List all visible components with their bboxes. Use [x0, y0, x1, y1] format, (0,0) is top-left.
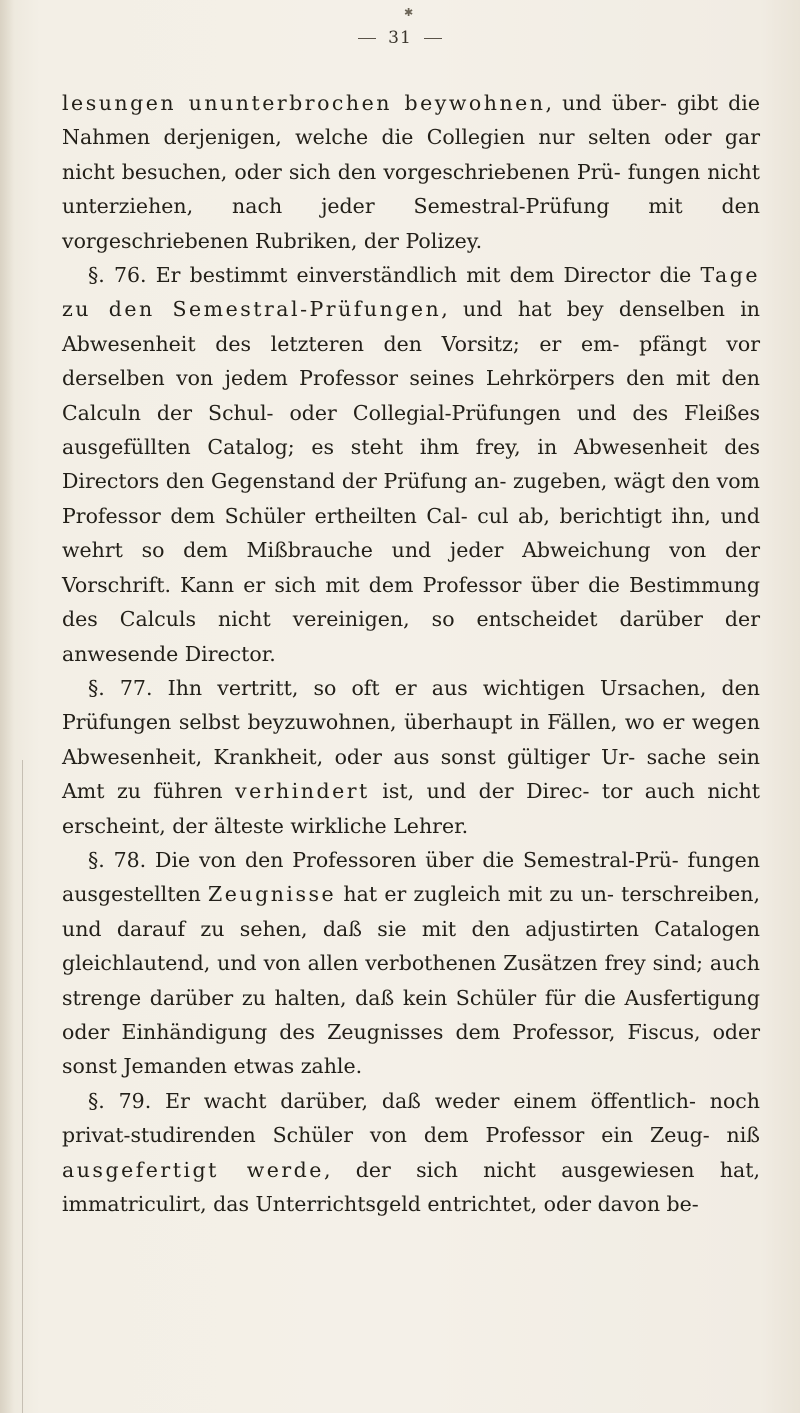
- paragraph-76: [62, 258, 760, 671]
- spaced-emphasis: verhindert: [235, 779, 370, 804]
- binding-shadow: [0, 0, 14, 1413]
- paragraph-78: [62, 843, 760, 1084]
- corner-mark: ✱: [404, 6, 414, 19]
- body-text: [62, 86, 760, 1221]
- text-run: , und hat bey denselben in Abwesenheit des letzteren den Vorsitz; er em- pfängt vor derselben von jedem Professor seines Lehrkörpers den mit den Calculn der Schul- oder Collegial-Prüfungen und des Fleißes ausgefüllten Catalog; es steht ihm frey, in Abwesenheit des Directors den Gegenstand der Prüfung an- zugeben, wägt den vom Professor dem Schüler ertheilten Cal- cul ab, berichtigt ihn, und wehrt so dem Mißbrauche und jeder Abweichung von der Vorschrift. Kann er sich mit dem Professor über die Bestimmung des Calculs nicht vereinigen, so entscheidet darüber der anwesende Director.: [62, 297, 760, 666]
- paragraph-77: [62, 671, 760, 843]
- text-run: , der sich nicht ausgewiesen hat, immatriculirt, das Unterrichtsgeld entrichtet, oder davon be-: [62, 1157, 760, 1216]
- header-dash-left: [358, 38, 376, 39]
- margin-rule: [22, 760, 23, 1413]
- header-dash-right: [424, 38, 442, 39]
- page-header: [0, 28, 800, 48]
- text-run: , und über- gibt die Nahmen derjenigen, welche die Collegien nur selten oder gar nicht besuchen, oder sich den vorgeschriebenen Prü- fungen nicht unterziehen, nach jeder Semestral-Prüfung mit den vorgeschriebenen Rubriken, der Polizey.: [62, 91, 760, 253]
- spaced-emphasis: Zeugnisse: [208, 882, 337, 907]
- text-run: §. 76. Er bestimmt einverständlich mit dem Director die: [88, 263, 701, 288]
- spaced-emphasis: Tage zu den Semestral-Prüfungen: [62, 263, 760, 322]
- text-run: §. 79. Er wacht darüber, daß weder einem öffentlich- noch privat-studirenden Schüler von dem Professor ein Zeug- niß: [62, 1088, 760, 1148]
- text-run: §. 77. Ihn vertritt, so oft er aus wichtigen Ursachen, den Prüfungen selbst beyzuwohnen, überhaupt in Fällen, wo er wegen Abwesenheit, Krankheit, oder aus sonst gültiger Ur- sache sein Amt zu führen: [62, 675, 760, 804]
- spaced-emphasis: lesungen ununterbrochen beywohnen: [62, 91, 546, 115]
- text-run: ist, und der Direc- tor auch nicht erscheint, der älteste wirkliche Lehrer.: [62, 779, 761, 838]
- text-run: §. 78. Die von den Professoren über die Semestral-Prü- fungen ausgestellten: [62, 847, 760, 907]
- paragraph-79: [62, 1084, 760, 1222]
- page-number: 31: [388, 28, 412, 48]
- text-run: hat er zugleich mit zu un- terschreiben, und darauf zu sehen, daß sie mit den adjustirten Catalogen gleichlautend, und von allen verbothenen Zusätzen frey sind; auch strenge darüber zu halten, daß kein Schüler für die Ausfertigung oder Einhändigung des Zeugnisses dem Professor, Fiscus, oder sonst Jemanden etwas zahle.: [62, 882, 760, 1079]
- spaced-emphasis: ausgefertigt werde: [62, 1157, 324, 1182]
- paragraph-intro: [62, 86, 760, 258]
